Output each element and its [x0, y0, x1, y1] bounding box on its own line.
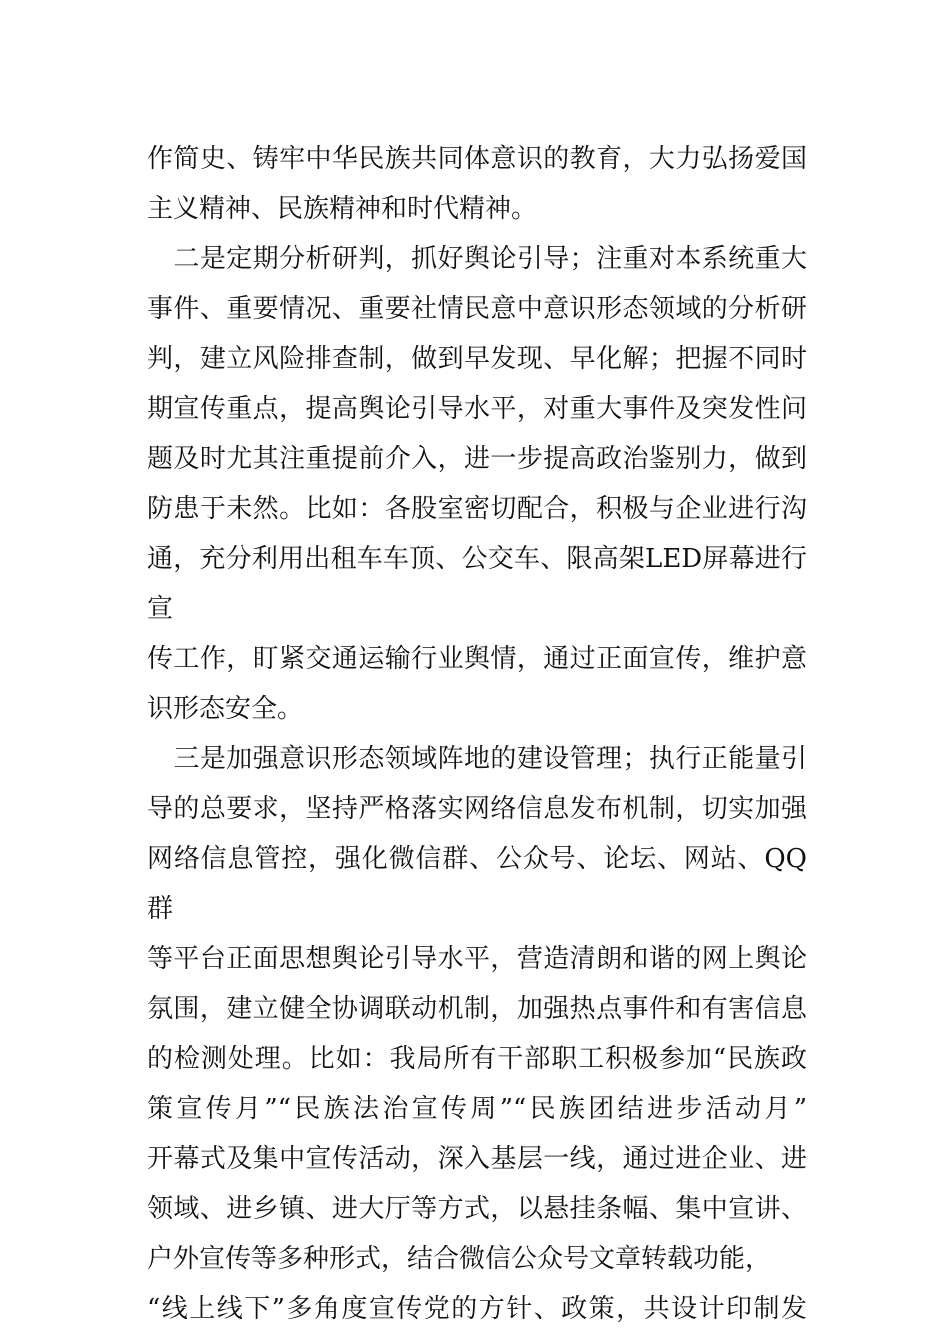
- text-line: 识形态安全。: [147, 694, 304, 724]
- text-line: 策宣传月”“民族法治宣传周”“民族团结进步活动月”: [147, 1094, 807, 1124]
- text-line: 三是加强意识形态领域阵地的建设管理；执行正能量引: [147, 744, 807, 774]
- text-line: 主义精神、民族精神和时代精神。: [147, 194, 538, 224]
- text-line: 氛围，建立健全协调联动机制，加强热点事件和有害信息: [147, 994, 807, 1024]
- text-line: 期宣传重点，提高舆论引导水平，对重大事件及突发性问: [147, 394, 807, 424]
- text-line: 作简史、铸牢中华民族共同体意识的教育，大力弘扬爱国: [147, 144, 807, 174]
- text-line: 题及时尤其注重提前介入，进一步提高政治鉴别力，做到: [147, 444, 807, 474]
- text-line: 传工作，盯紧交通运输行业舆情，通过正面宣传，维护意: [147, 644, 807, 674]
- text-line: 二是定期分析研判，抓好舆论引导；注重对本系统重大: [147, 244, 807, 274]
- text-line: 防患于未然。比如：各股室密切配合，积极与企业进行沟: [147, 494, 807, 524]
- text-line: 导的总要求，坚持严格落实网络信息发布机制，切实加强: [147, 794, 807, 824]
- document-body: [147, 134, 807, 1334]
- text-line: 的检测处理。比如：我局所有干部职工积极参加“民族政: [147, 1044, 807, 1074]
- text-line: “线上线下”多角度宣传党的方针、政策，共设计印制发: [147, 1294, 807, 1324]
- text-line: 等平台正面思想舆论引导水平，营造清朗和谐的网上舆论: [147, 944, 807, 974]
- text-line: 通，充分利用出租车车顶、公交车、限高架LED屏幕进行宣: [147, 544, 807, 624]
- text-line: 判，建立风险排查制，做到早发现、早化解；把握不同时: [147, 344, 807, 374]
- text-line: 领域、进乡镇、进大厅等方式，以悬挂条幅、集中宣讲、: [147, 1194, 807, 1224]
- text-line: 开幕式及集中宣传活动，深入基层一线，通过进企业、进: [147, 1144, 807, 1174]
- text-line: 网络信息管控，强化微信群、公众号、论坛、网站、QQ群: [147, 844, 807, 924]
- text-line: 户外宣传等多种形式，结合微信公众号文章转载功能，: [147, 1244, 772, 1274]
- text-line: 事件、重要情况、重要社情民意中意识形态领域的分析研: [147, 294, 807, 324]
